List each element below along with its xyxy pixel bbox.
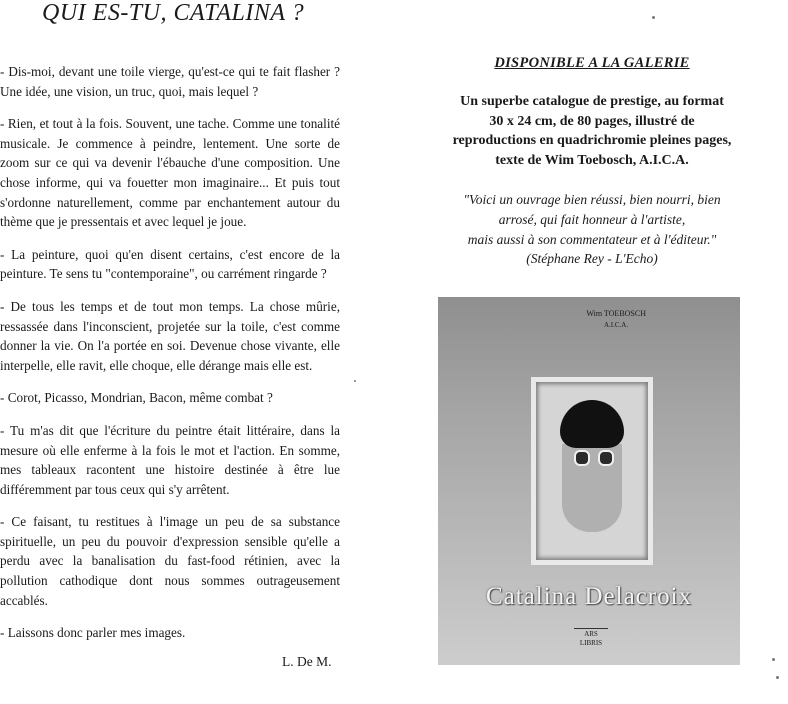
cover-aica: A.I.C.A. — [604, 321, 629, 329]
interview-paragraph: - Corot, Picasso, Mondrian, Bacon, même combat ? — [0, 390, 273, 406]
signature: L. De M. — [282, 654, 332, 669]
catalog-line: 30 x 24 cm, de 80 pages, illustré de — [489, 113, 695, 129]
artwork-eye-left — [574, 450, 590, 466]
page-title: QUI ES-TU, CATALINA ? — [42, 0, 305, 26]
quote-line: mais aussi à son commentateur et à l'éditeur." — [467, 231, 717, 247]
scan-speck — [354, 380, 356, 382]
publisher-rule — [574, 628, 608, 629]
publisher-line: ARS — [584, 630, 598, 638]
artwork-eye-right — [598, 450, 614, 466]
cover-artwork — [531, 377, 653, 565]
press-quote — [422, 190, 762, 268]
publisher-line: LIBRIS — [579, 639, 603, 647]
interview-paragraph: - Rien, et tout à la fois. Souvent, une tache. Comme une tonalité musicale. Je commence à peindre, lentement. Une sorte de zoom sur ce qui va devenir l'ébauche d'une composition. Une chose informe, qui va fouetter mon imaginaire... Et puis tout s'ordonne naturellement, comme par enchantement autour du thème que je pressentais et avec lequel je joue. — [0, 116, 340, 230]
catalog-cover-image — [438, 297, 740, 665]
interview-paragraph: - Tu m'as dit que l'écriture du peintre était littéraire, dans la mesure où elle enferme à la fois le mot et l'action. En somme, mes tableaux racontent une histoire destinée à être lue différemment par tous ceux qui s'y arrêtent. — [0, 422, 340, 497]
interview-paragraph: - De tous les temps et de tout mon temps. La chose mûrie, ressassée dans l'inconscient, projetée sur la toile, c'est comme donner la vie. On l'a portée en soi. Devenue chose vivante, elle interpelle, elle ravit, elle choque, elle dérange mais elle est. — [0, 298, 340, 373]
catalog-line: texte de Wim Toebosch, A.I.C.A. — [495, 152, 689, 168]
catalog-description — [422, 92, 762, 170]
cover-author: Wim TOEBOSCH — [586, 309, 646, 318]
interview-paragraph: - Ce faisant, tu restitues à l'image un peu de sa substance spirituelle, un peu du pouvoir d'expression sensible qu'elle a perdu avec la banalisation du fast-food rétinien, avec la pollution cathodique dont nous sommes outrageusement accablés. — [0, 514, 340, 608]
quote-line: arrosé, qui fait honneur à l'artiste, — [498, 211, 686, 227]
catalog-line: reproductions en quadrichromie pleines pages, — [452, 133, 732, 149]
cover-publisher-logo — [574, 627, 608, 648]
catalog-line: Un superbe catalogue de prestige, au format — [460, 94, 724, 109]
catalog-announcement — [422, 55, 762, 269]
quote-line: "Voici un ouvrage bien réussi, bien nourri, bien — [463, 192, 721, 208]
interview-paragraph: - Laissons donc parler mes images. — [0, 625, 186, 641]
interview-text — [0, 62, 340, 656]
interview-paragraph: - La peinture, quoi qu'en disent certains, c'est encore de la peinture. Te sens tu "contemporaine", ou carrément ringarde ? — [0, 246, 340, 282]
availability-heading: DISPONIBLE A LA GALERIE — [494, 55, 690, 71]
interview-paragraph: - Dis-moi, devant une toile vierge, qu'est-ce qui te fait flasher ? Une idée, une vision, un truc, quoi, mais lequel ? — [0, 64, 340, 99]
cover-artist-name: Catalina Delacroix — [485, 583, 693, 610]
quote-source: (Stéphane Rey - L'Echo) — [526, 251, 658, 267]
artwork-dark-opening — [560, 400, 624, 448]
scan-speck — [776, 676, 779, 679]
scan-speck — [652, 16, 655, 19]
scan-speck — [772, 658, 775, 661]
